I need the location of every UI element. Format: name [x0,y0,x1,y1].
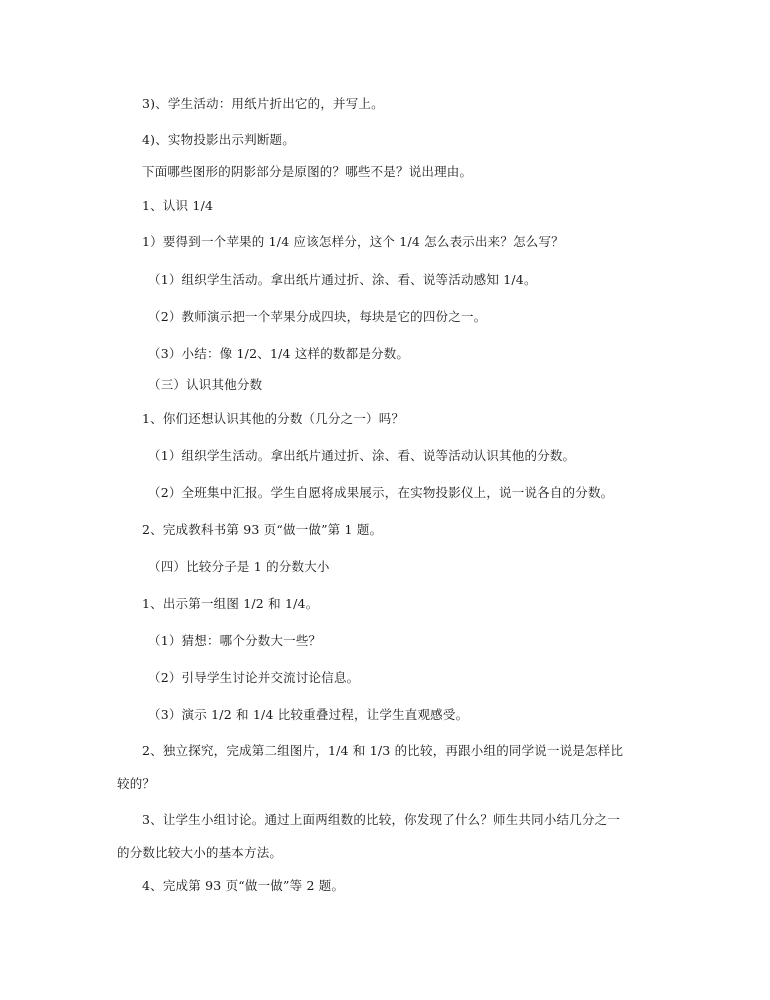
list-item: （2）全班集中汇报。学生自愿将成果展示，在实物投影仪上，说一说各自的分数。 [148,485,614,500]
paragraph-line: 的分数比较大小的基本方法。 [117,845,283,860]
text-line: 1、你们还想认识其他的分数（几分之一）吗？ [142,411,405,426]
text-line: 4、完成第 93 页“做一做”等 2 题。 [142,878,345,893]
text-line: 4)、实物投影出示判断题。 [142,132,295,147]
section-heading: （三）认识其他分数 [148,377,263,392]
text-line: 3)、学生活动：用纸片折出它的，并写上。 [142,96,384,111]
list-item: （3）演示 1/2 和 1/4 比较重叠过程，让学生直观感受。 [148,707,469,722]
text-line: 2、完成教科书第 93 页“做一做”第 1 题。 [142,522,383,537]
text-line: 1、出示第一组图 1/2 和 1/4。 [142,596,319,611]
paragraph-line: 3、让学生小组讨论。通过上面两组数的比较，你发现了什么？师生共同小结几分之一 [142,812,621,827]
list-item: （2）教师演示把一个苹果分成四块，每块是它的四份之一。 [148,309,487,324]
paragraph-line: 较的？ [117,776,156,791]
paragraph-line: 2、独立探究，完成第二组图片，1/4 和 1/3 的比较，再跟小组的同学说一说是怎样比 [142,743,624,758]
section-heading: 1、认识 1/4 [142,198,214,213]
list-item: （1）组织学生活动。拿出纸片通过折、涂、看、说等活动认识其他的分数。 [148,448,576,463]
section-heading: （四）比较分子是 1 的分数大小 [148,559,330,574]
list-item: （3）小结：像 1/2、1/4 这样的数都是分数。 [148,346,410,361]
text-line: 下面哪些图形的阴影部分是原图的？哪些不是？说出理由。 [142,164,473,179]
list-item: （1）猜想：哪个分数大一些？ [148,633,322,648]
list-item: （2）引导学生讨论并交流讨论信息。 [148,670,360,685]
text-line: 1）要得到一个苹果的 1/4 应该怎样分，这个 1/4 怎么表示出来？怎么写？ [142,234,564,249]
list-item: （1）组织学生活动。拿出纸片通过折、涂、看、说等活动感知 1/4。 [148,272,537,287]
